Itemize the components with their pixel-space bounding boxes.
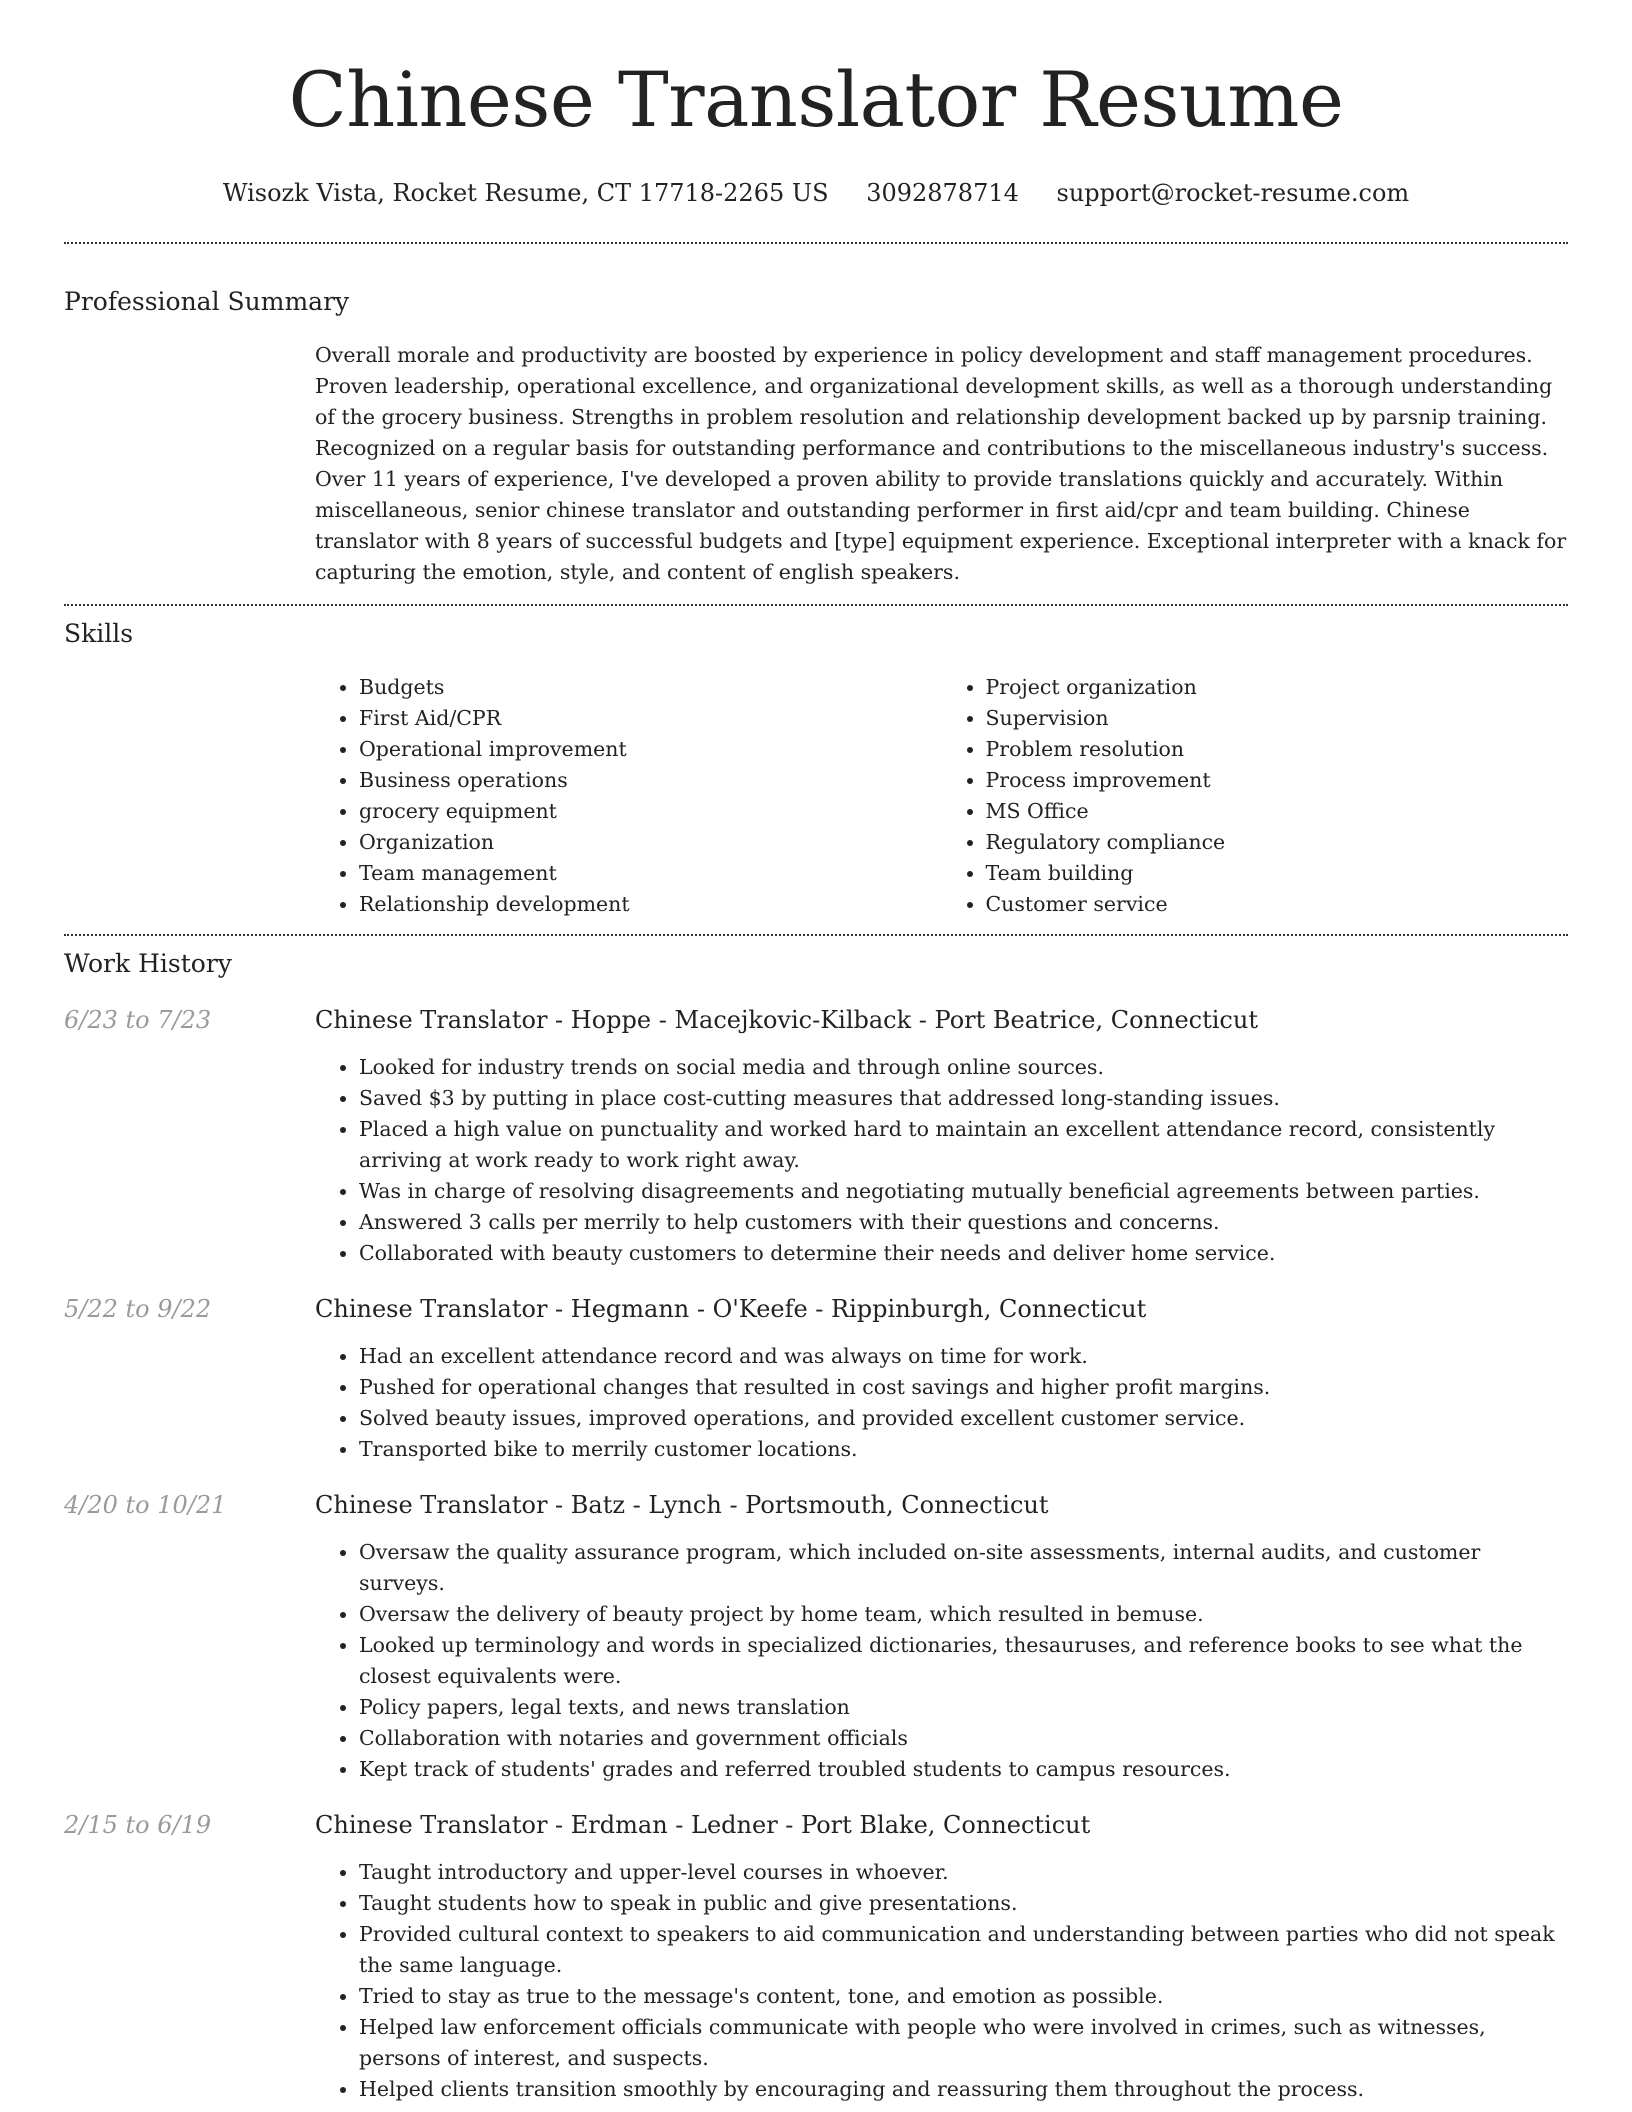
skill-item: • Organization: [359, 827, 942, 858]
skill-item: • Team management: [359, 858, 942, 889]
job-bullet: • Policy papers, legal texts, and news translation: [359, 1692, 1568, 1723]
resume-title: Chinese Translator Resume: [288, 55, 1344, 144]
skill-item: • First Aid/CPR: [359, 703, 942, 734]
skill-item: • Regulatory compliance: [986, 827, 1569, 858]
job-title: Chinese Translator - Erdman - Ledner - Port Blake, Connecticut: [315, 1811, 1091, 1839]
job-entry: [64, 1809, 1568, 2105]
job-dates: 2/15 to 6/19: [64, 1811, 212, 1839]
skill-item: • Project organization: [986, 672, 1569, 703]
section-heading-skills: Skills: [64, 619, 134, 648]
job-bullet: • Helped clients transition smoothly by encouraging and reassuring them throughout the process.: [359, 2074, 1568, 2105]
section-heading-work: Work History: [64, 949, 232, 978]
work-history-section: [64, 948, 1568, 2105]
contact-email: support@rocket-resume.com: [1056, 179, 1410, 207]
resume-page: [64, 0, 1568, 2105]
job-bullet: • Taught students how to speak in public and give presentations.: [359, 1888, 1568, 1919]
job-bullet: • Pushed for operational changes that resulted in cost savings and higher profit margins.: [359, 1372, 1568, 1403]
divider: [64, 604, 1568, 606]
job-bullet: • Oversaw the delivery of beauty project by home team, which resulted in bemuse.: [359, 1599, 1568, 1630]
job-bullet: • Collaborated with beauty customers to determine their needs and deliver home service.: [359, 1238, 1568, 1269]
job-bullet: • Transported bike to merrily customer locations.: [359, 1434, 1568, 1465]
job-title: Chinese Translator - Hoppe - Macejkovic-Kilback - Port Beatrice, Connecticut: [315, 1006, 1258, 1034]
job-bullet: • Looked for industry trends on social media and through online sources.: [359, 1052, 1568, 1083]
job-dates: 5/22 to 9/22: [64, 1295, 212, 1323]
skill-item: • Problem resolution: [986, 734, 1569, 765]
job-bullet-list: [315, 1341, 1568, 1465]
job-bullet: • Tried to stay as true to the message's content, tone, and emotion as possible.: [359, 1981, 1568, 2012]
section-heading-summary: Professional Summary: [64, 287, 350, 316]
job-bullet: • Solved beauty issues, improved operations, and provided excellent customer service.: [359, 1403, 1568, 1434]
skill-item: • Team building: [986, 858, 1569, 889]
job-bullet-list: [315, 1857, 1568, 2105]
job-bullet: • Answered 3 calls per merrily to help customers with their questions and concerns.: [359, 1207, 1568, 1238]
contact-address: Wisozk Vista, Rocket Resume, CT 17718-2265 US: [222, 179, 829, 207]
job-bullet: • Oversaw the quality assurance program, which included on-site assessments, internal audits, and customer surveys.: [359, 1537, 1568, 1599]
job-bullet: • Kept track of students' grades and referred troubled students to campus resources.: [359, 1754, 1568, 1785]
professional-summary-section: [64, 286, 1568, 588]
divider: [64, 934, 1568, 936]
skill-item: • Relationship development: [359, 889, 942, 920]
divider: [64, 242, 1568, 244]
skills-column-right: [942, 672, 1569, 920]
job-body: [315, 1004, 1568, 1269]
skills-column-left: [315, 672, 942, 920]
skills-section: [64, 618, 1568, 920]
job-dates: 4/20 to 10/21: [64, 1491, 227, 1519]
job-entry: [64, 1489, 1568, 1785]
skill-item: • Supervision: [986, 703, 1569, 734]
job-body: [315, 1293, 1568, 1465]
jobs-list: [64, 1004, 1568, 2105]
job-bullet: • Collaboration with notaries and government officials: [359, 1723, 1568, 1754]
job-body: [315, 1809, 1568, 2105]
job-bullet: • Provided cultural context to speakers to aid communication and understanding between parties who did not speak the same language.: [359, 1919, 1568, 1981]
job-bullet: • Was in charge of resolving disagreements and negotiating mutually beneficial agreements between parties.: [359, 1176, 1568, 1207]
job-bullet: • Placed a high value on punctuality and worked hard to maintain an excellent attendance record, consistently arriving at work ready to work right away.: [359, 1114, 1568, 1176]
skill-item: • Process improvement: [986, 765, 1569, 796]
job-bullet-list: [315, 1537, 1568, 1785]
job-title: Chinese Translator - Batz - Lynch - Portsmouth, Connecticut: [315, 1491, 1049, 1519]
job-bullet: • Taught introductory and upper-level courses in whoever.: [359, 1857, 1568, 1888]
skill-item: • grocery equipment: [359, 796, 942, 827]
skill-item: • MS Office: [986, 796, 1569, 827]
job-bullet: • Helped law enforcement officials communicate with people who were involved in crimes, such as witnesses, persons of interest, and suspects.: [359, 2012, 1568, 2074]
skill-item: • Operational improvement: [359, 734, 942, 765]
job-entry: [64, 1293, 1568, 1465]
job-dates: 6/23 to 7/23: [64, 1006, 212, 1034]
job-bullet-list: [315, 1052, 1568, 1269]
job-entry: [64, 1004, 1568, 1269]
skill-item: • Customer service: [986, 889, 1569, 920]
job-bullet: • Had an excellent attendance record and was always on time for work.: [359, 1341, 1568, 1372]
job-bullet: • Saved $3 by putting in place cost-cutting measures that addressed long-standing issues.: [359, 1083, 1568, 1114]
skill-item: • Budgets: [359, 672, 942, 703]
skills-grid: [315, 672, 1568, 920]
summary-text: Overall morale and productivity are boosted by experience in policy development and staff management procedures. Proven leadership, operational excellence, and organizational development skills, as well as a thorough understanding of the grocery business. Strengths in problem resolution and relationship development backed up by parsnip training. Recognized on a regular basis for outstanding performance and contributions to the miscellaneous industry's success. Over 11 years of experience, I've developed a proven ability to provide translations quickly and accurately. Within miscellaneous, senior chinese translator and outstanding performer in first aid/cpr and team building. Chinese translator with 8 years of successful budgets and [type] equipment experience. Exceptional interpreter with a knack for capturing the emotion, style, and content of english speakers.: [315, 343, 1567, 584]
job-title: Chinese Translator - Hegmann - O'Keefe - Rippinburgh, Connecticut: [315, 1295, 1147, 1323]
contact-phone: 3092878714: [866, 179, 1019, 207]
job-body: [315, 1489, 1568, 1785]
job-bullet: • Looked up terminology and words in specialized dictionaries, thesauruses, and reference books to see what the closest equivalents were.: [359, 1630, 1568, 1692]
contact-line: [64, 178, 1568, 208]
skill-item: • Business operations: [359, 765, 942, 796]
